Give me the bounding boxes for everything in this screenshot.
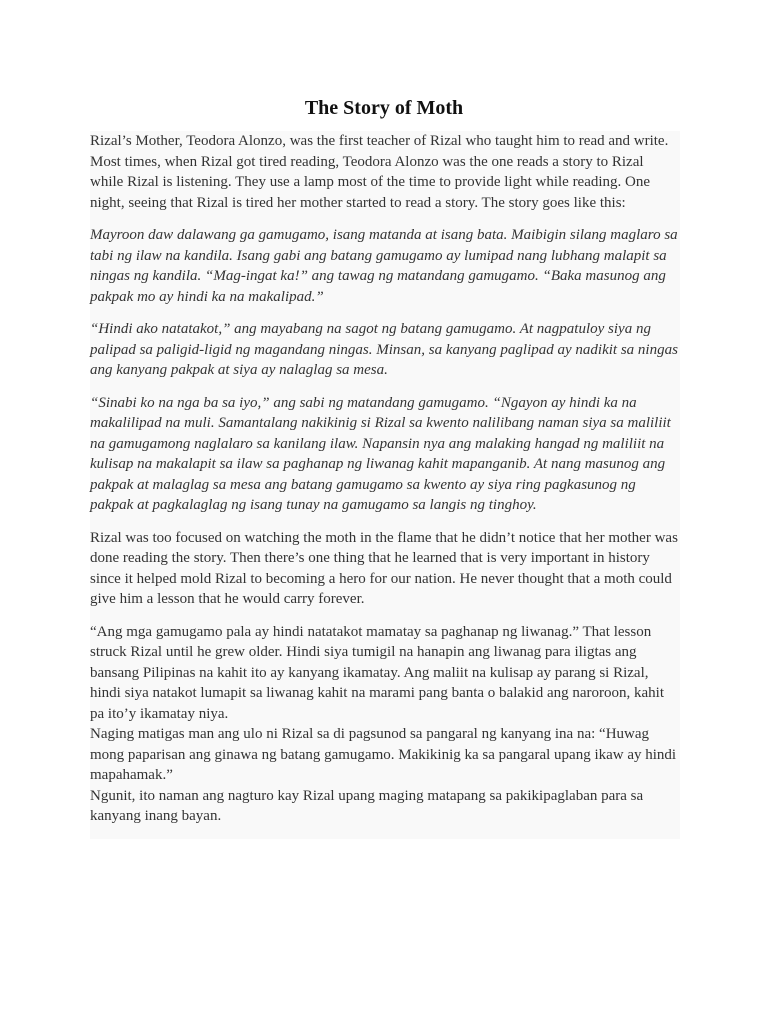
paragraph-lesson [90, 622, 680, 827]
paragraph-story-2: “Hindi ako natatakot,” ang mayabang na sagot ng batang gamugamo. At nagpatuloy siya ng palipad sa paligid-ligid ng magandang ningas. Minsan, sa kanyang paglipad ay nadikit sa ningas ang kanyang pakpak at siya ay nalaglag sa mesa. [90, 321, 678, 378]
paragraph-story-3: “Sinabi ko na nga ba sa iyo,” ang sabi ng matandang gamugamo. “Ngayon ay hindi ka na makalilipad na muli. Samantalang nakikinig si Rizal sa kwento nalilibang naman siya sa maliliit na gamugamong naglalaro sa kanilang ilaw. Napansin nya ang malaking hangad ng maliliit na kulisap na makalapit sa ilaw sa paghanap ng liwanag kahit mapanganib. At nang masunog ang pakpak at malaglag sa mesa ang batang gamugamo sa kwento ay siya ring pagkasunog ng pakpak at pagkalaglag ng isang tunay na gamugamo sa langis ng tinghoy. [90, 394, 671, 513]
page-title: The Story of Moth [304, 97, 464, 119]
paragraph-intro: Rizal’s Mother, Teodora Alonzo, was the first teacher of Rizal who taught him to read and write. Most times, when Rizal got tired reading, Teodora Alonzo was the one reads a story to Rizal while Rizal is listening. They use a lamp most of the time to provide light while reading. One night, seeing that Rizal is tired her mother started to read a story. The story goes like this: [90, 133, 669, 211]
document-body [90, 131, 680, 839]
lesson-line-2: Naging matigas man ang ulo ni Rizal sa di pagsunod sa pangaral ng kanyang ina na: “Huwag mong paparisan ang ginawa ng batang gamugamo. Makikinig ka sa pangaral upang ikaw ay hindi mapahamak.” [90, 726, 677, 783]
paragraph-story-1: Mayroon daw dalawang ga gamugamo, isang matanda at isang bata. Maibigin silang maglaro sa tabi ng ilaw na kandila. Isang gabi ang batang gamugamo ay lumipad nang lubhang malapit sa ningas ng kandila. “Mag-ingat ka!” ang tawag ng matandang gamugamo. “Baka masunog ang pakpak mo ay hindi ka na makalipad.” [90, 227, 678, 305]
lesson-line-1: “Ang mga gamugamo pala ay hindi natatakot mamatay sa paghanap ng liwanag.” That lesson struck Rizal until he grew older. Hindi siya tumigil na hanapin ang liwanag para iligtas ang bansang Pilipinas na kahit ito ay kanyang ikamatay. Ang maliit na kulisap ay parang si Rizal, hindi siya natakot lumapit sa liwanag kahit na marami pang banta o balakid ang naroroon, kahit pa ito’y ikamatay niya. [90, 623, 665, 722]
lesson-line-3: Ngunit, ito naman ang nagturo kay Rizal upang maging matapang sa pakikipaglaban para sa kanyang inang bayan. [90, 787, 644, 824]
paragraph-reflection: Rizal was too focused on watching the moth in the flame that he didn’t notice that her mother was done reading the story. Then there’s one thing that he learned that is very important in history since it helped mold Rizal to becoming a hero for our nation. He never thought that a moth could give him a lesson that he would carry forever. [90, 529, 678, 607]
